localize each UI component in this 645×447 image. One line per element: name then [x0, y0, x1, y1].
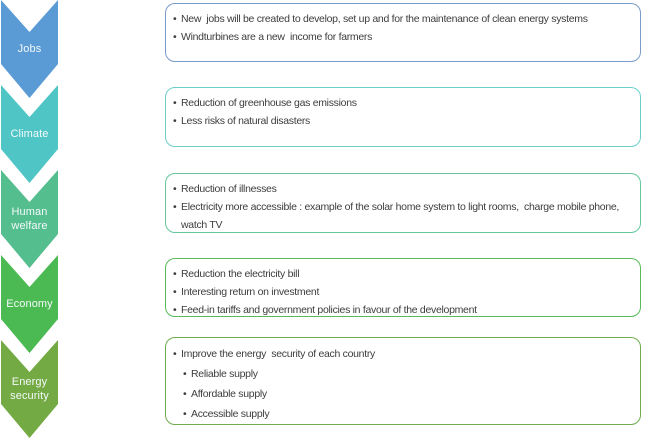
bullet-item: • Less risks of natural disasters — [173, 112, 634, 130]
bullet-icon — [173, 301, 181, 317]
bullet-item: • Windturbines are a new income for farmers — [173, 28, 634, 46]
chevron-label-economy: Economy — [6, 298, 53, 310]
bullet-item: • Interesting return on investment — [173, 283, 634, 301]
bullet-item: • New jobs will be created to develop, set up and for the maintenance of clean energy systems — [173, 10, 634, 28]
chevron-label-jobs: Jobs — [17, 43, 42, 55]
chevron-jobs — [1, 0, 58, 98]
bullet-item: • Affordable supply — [183, 384, 634, 404]
bullet-icon — [173, 10, 181, 28]
bullet-item: • Improve the energy security of each country — [173, 344, 634, 364]
bullet-icon — [183, 364, 191, 384]
bullet-icon — [173, 28, 181, 46]
bullet-icon — [173, 180, 181, 198]
bullet-icon — [173, 265, 181, 283]
bullet-icon — [183, 384, 191, 404]
chevron-label-human-welfare: Human welfare — [11, 206, 48, 232]
box-human-welfare — [165, 173, 641, 233]
bullet-item: • Reduction of greenhouse gas emissions — [173, 94, 634, 112]
chevron-label-climate: Climate — [10, 128, 49, 140]
chevron-economy — [1, 255, 58, 353]
bullet-item: • Feed-in tariffs and government policies in favour of the development — [173, 301, 634, 317]
chevron-energy-security — [1, 340, 58, 438]
box-climate — [165, 87, 641, 147]
bullet-item: • Reliable supply — [183, 364, 634, 384]
chevron-human-welfare — [1, 170, 58, 268]
bullet-icon — [173, 94, 181, 112]
bullet-item: • Electricity more accessible : example of the solar home system to light rooms, charge mobile phone, watch TV — [173, 198, 634, 233]
chevron-climate — [1, 85, 58, 183]
bullet-item: • Accessible supply — [183, 404, 634, 424]
bullet-icon — [173, 344, 181, 364]
bullet-icon — [183, 404, 191, 424]
box-jobs — [165, 3, 641, 62]
bullet-icon — [173, 283, 181, 301]
bullet-item: • Reduction of illnesses — [173, 180, 634, 198]
chevron-label-energy-security: Energy security — [10, 376, 49, 402]
box-economy — [165, 258, 641, 317]
bullet-icon — [173, 112, 181, 130]
bullet-item: • Reduction the electricity bill — [173, 265, 634, 283]
bullet-icon — [173, 198, 181, 216]
box-energy-security — [165, 337, 641, 425]
